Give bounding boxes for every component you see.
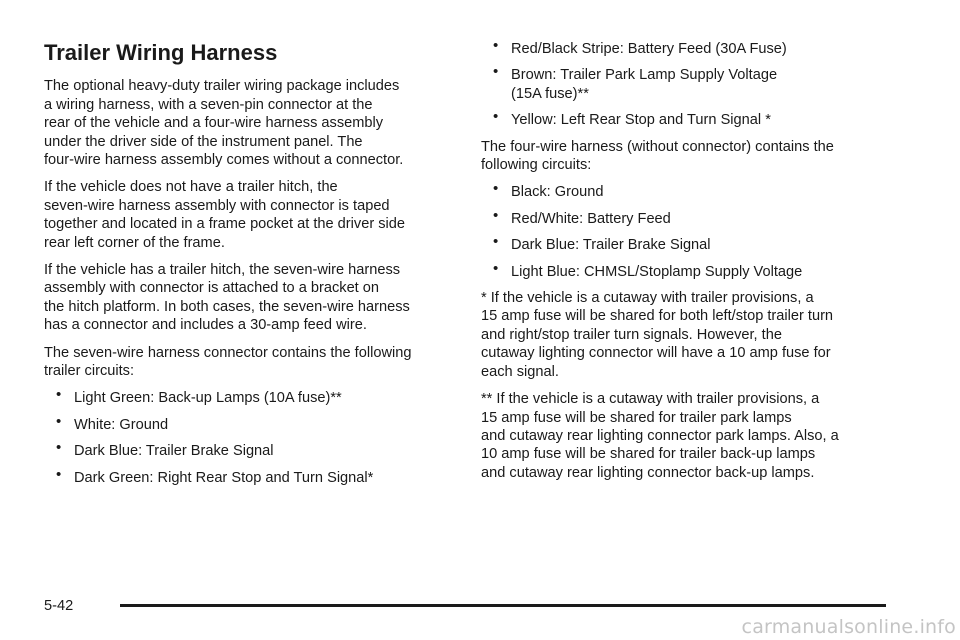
left-column: [44, 40, 459, 495]
with-hitch-paragraph: If the vehicle has a trailer hitch, the seven-wire harness assembly with connector is attached to a bracket on the hitch platform. In both cases, the seven-wire harness has a connector and includes a 30-amp feed wire.: [44, 262, 410, 334]
list-item-text: Red/White: Battery Feed: [511, 210, 671, 227]
list-item-text: Light Blue: CHMSL/Stoplamp Supply Voltage: [511, 263, 803, 280]
list-item-text: Black: Ground: [511, 184, 604, 201]
bullet-icon: •: [56, 386, 62, 404]
four-wire-intro-paragraph: The four-wire harness (without connector) contains the following circuits:: [481, 138, 834, 174]
list-item-text: Red/Black Stripe: Battery Feed (30A Fuse): [511, 41, 787, 57]
no-hitch-paragraph: If the vehicle does not have a trailer hitch, the seven-wire harness assembly with connector is taped together and located in a frame pocket at the driver side rear left corner of the frame.: [44, 179, 406, 251]
list-item: [481, 37, 896, 58]
list-item: [481, 180, 896, 201]
seven-wire-circuit-list: [44, 386, 459, 487]
list-item: [481, 63, 896, 103]
list-item: [44, 412, 459, 434]
list-item-text: Dark Blue: Trailer Brake Signal: [511, 237, 711, 254]
list-item: [481, 233, 896, 254]
bullet-icon: •: [493, 37, 499, 54]
bullet-icon: •: [56, 412, 62, 430]
list-item-text: Yellow: Left Rear Stop and Turn Signal *: [511, 112, 771, 129]
list-item-text: Dark Green: Right Rear Stop and Turn Signal*: [74, 469, 374, 486]
list-item: [44, 465, 459, 487]
list-item: [481, 206, 896, 228]
watermark: carmanualsonline.info: [741, 616, 956, 638]
right-column: [481, 37, 896, 491]
list-item-text: Light Green: Back-up Lamps (10A fuse)**: [74, 390, 342, 407]
page-number: 5-42: [44, 598, 74, 614]
seven-wire-intro-paragraph: The seven-wire harness connector contains the following trailer circuits:: [44, 344, 412, 380]
seven-wire-circuit-list-continued: [481, 37, 896, 130]
list-item-text: Brown: Trailer Park Lamp Supply Voltage (15A fuse)**: [511, 67, 778, 102]
four-wire-circuit-list: [481, 180, 896, 281]
list-item: [481, 108, 896, 129]
list-item-text: White: Ground: [74, 416, 169, 433]
bullet-icon: •: [56, 439, 62, 457]
page-footer: [44, 597, 886, 617]
footnote-double-asterisk: ** If the vehicle is a cutaway with trailer provisions, a 15 amp fuse will be shared for trailer park lamps and cutaway rear lighting connector park lamps. Also, a 10 amp fuse will be shared for trailer back-up lamps and cutaway rear lighting connector back-up lamps.: [481, 391, 839, 481]
bullet-icon: •: [493, 108, 499, 126]
footnote-single-asterisk: * If the vehicle is a cutaway with trailer provisions, a 15 amp fuse will be shared for both left/stop trailer turn and right/stop trailer turn signals. However, the cutaway lighting connector will have a 10 amp fuse for each signal.: [481, 290, 834, 380]
bullet-icon: •: [493, 63, 499, 81]
list-item: [44, 439, 459, 460]
list-item: [481, 259, 896, 281]
bullet-icon: •: [493, 259, 499, 277]
list-item: [44, 386, 459, 407]
bullet-icon: •: [493, 233, 499, 251]
bullet-icon: •: [493, 206, 499, 224]
page-title: Trailer Wiring Harness: [44, 40, 278, 65]
footer-rule: [120, 604, 886, 607]
intro-paragraph: The optional heavy-duty trailer wiring package includes a wiring harness, with a seven-pin connector at the rear of the vehicle and a four-wire harness assembly under the driver side of the instrument panel. The four-wire harness assembly comes without a connector.: [44, 78, 404, 169]
bullet-icon: •: [493, 180, 499, 198]
bullet-icon: •: [56, 465, 62, 483]
list-item-text: Dark Blue: Trailer Brake Signal: [74, 443, 274, 460]
